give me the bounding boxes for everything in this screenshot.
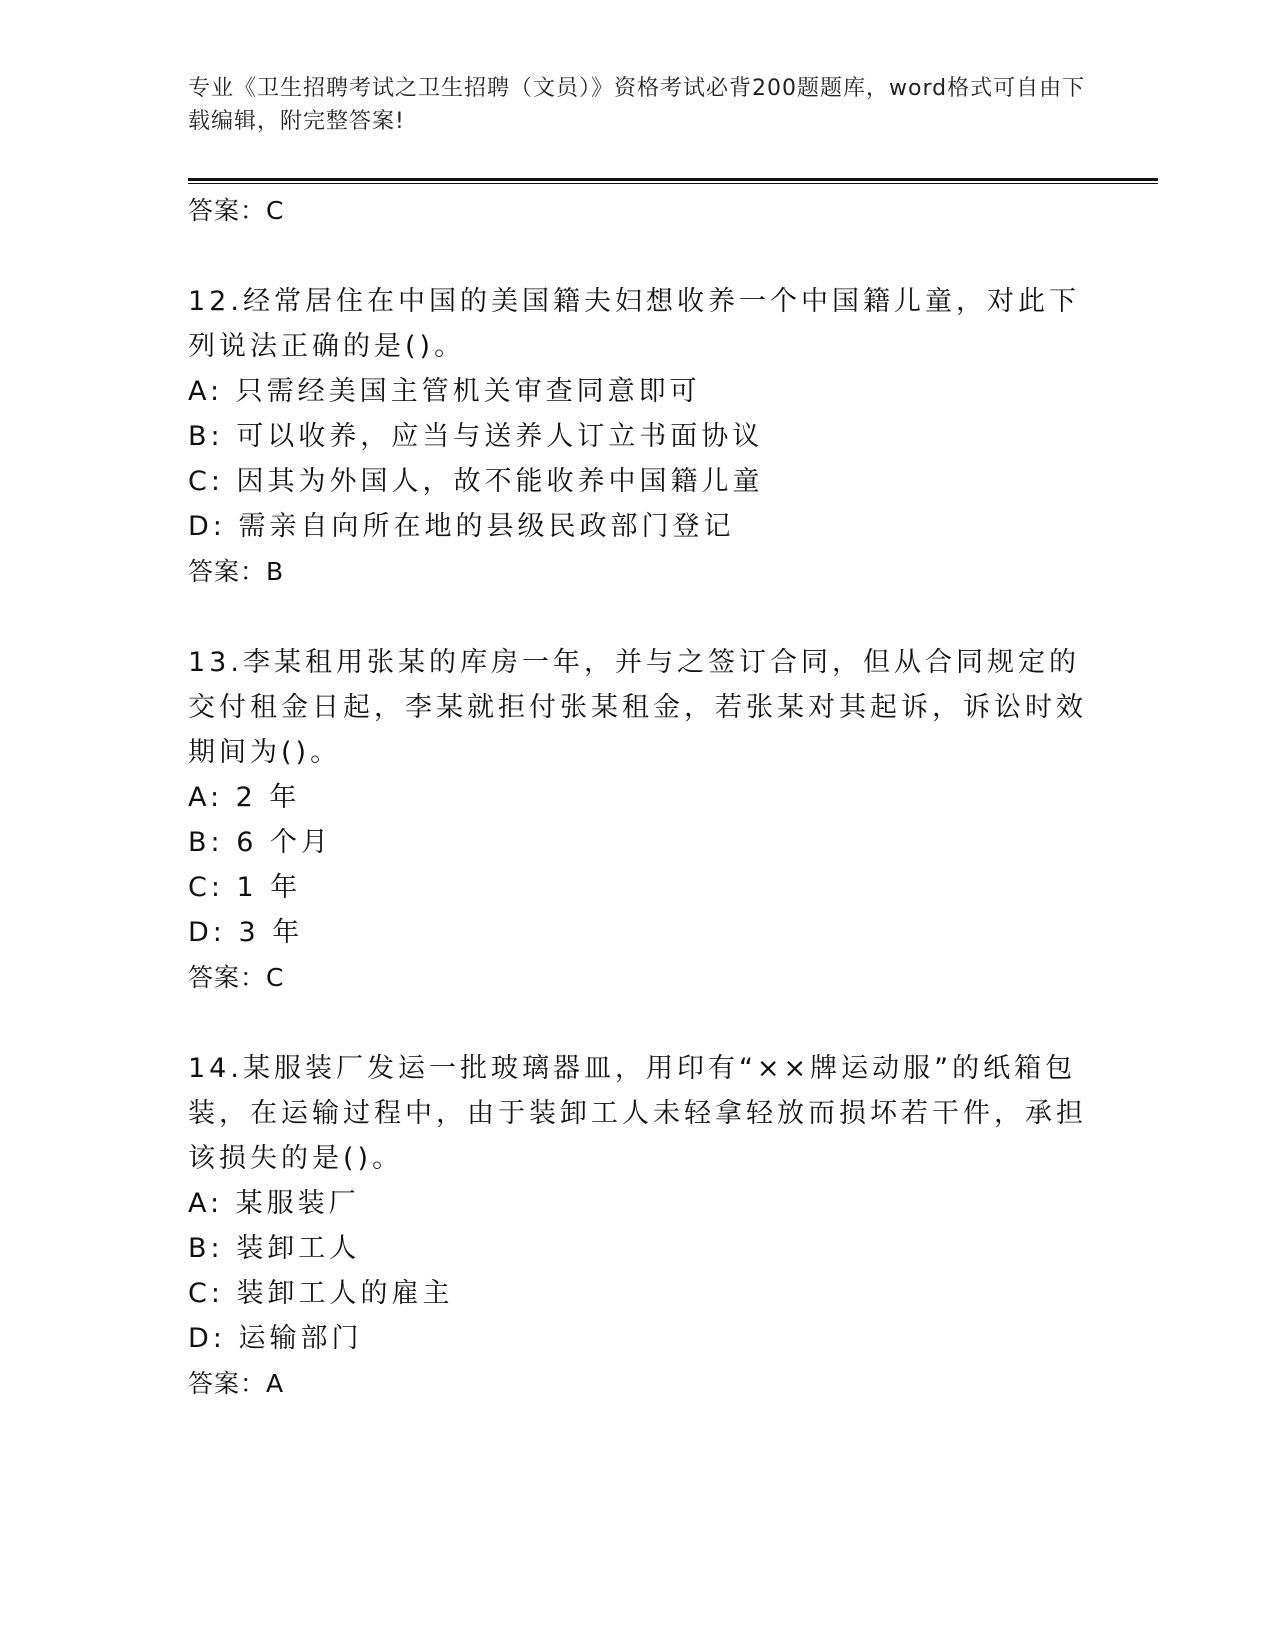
- option-c: C: 因其为外国人，故不能收养中国籍儿童: [188, 466, 764, 497]
- question-stem: 14.某服装厂发运一批玻璃器皿，用印有“××牌运动服”的纸箱包装，在运输过程中，由于装卸工人未轻拿轻放而损坏若干件，承担该损失的是()。: [188, 1053, 1087, 1174]
- question-12: [188, 279, 1088, 594]
- question-13: [188, 640, 1088, 1000]
- option-d: D: 3 年: [188, 917, 304, 948]
- option-b: B: 装卸工人: [188, 1233, 361, 1264]
- header-rule-thick: [188, 178, 1158, 181]
- answer-line: 答案：C: [188, 963, 285, 992]
- answer-line: 答案：B: [188, 557, 285, 586]
- answer-line: 答案：C: [188, 196, 285, 225]
- question-14: [188, 1046, 1088, 1406]
- option-c: C: 装卸工人的雇主: [188, 1278, 454, 1309]
- question-stem: 13.李某租用张某的库房一年，并与之签订合同，但从合同规定的交付租金日起，李某就拒付张某租金，若张某对其起诉，诉讼时效期间为()。: [188, 647, 1087, 768]
- document-body: [188, 188, 1088, 1406]
- option-a: A: 2 年: [188, 782, 301, 813]
- page-header: 专业《卫生招聘考试之卫生招聘（文员）》资格考试必背200题题库，word格式可自由下载编辑，附完整答案!: [188, 76, 1086, 134]
- option-a: A: 只需经美国主管机关审查同意即可: [188, 376, 701, 407]
- answer-line: 答案：A: [188, 1369, 285, 1398]
- question-stem: 12.经常居住在中国的美国籍夫妇想收养一个中国籍儿童，对此下列说法正确的是()。: [188, 286, 1080, 362]
- option-d: D: 需亲自向所在地的县级民政部门登记: [188, 511, 735, 542]
- option-b: B: 可以收养，应当与送养人订立书面协议: [188, 421, 764, 452]
- option-d: D: 运输部门: [188, 1323, 363, 1354]
- option-c: C: 1 年: [188, 872, 302, 903]
- header-rule-thin: [188, 183, 1158, 184]
- option-b: B: 6 个月: [188, 827, 332, 858]
- option-a: A: 某服装厂: [188, 1188, 360, 1219]
